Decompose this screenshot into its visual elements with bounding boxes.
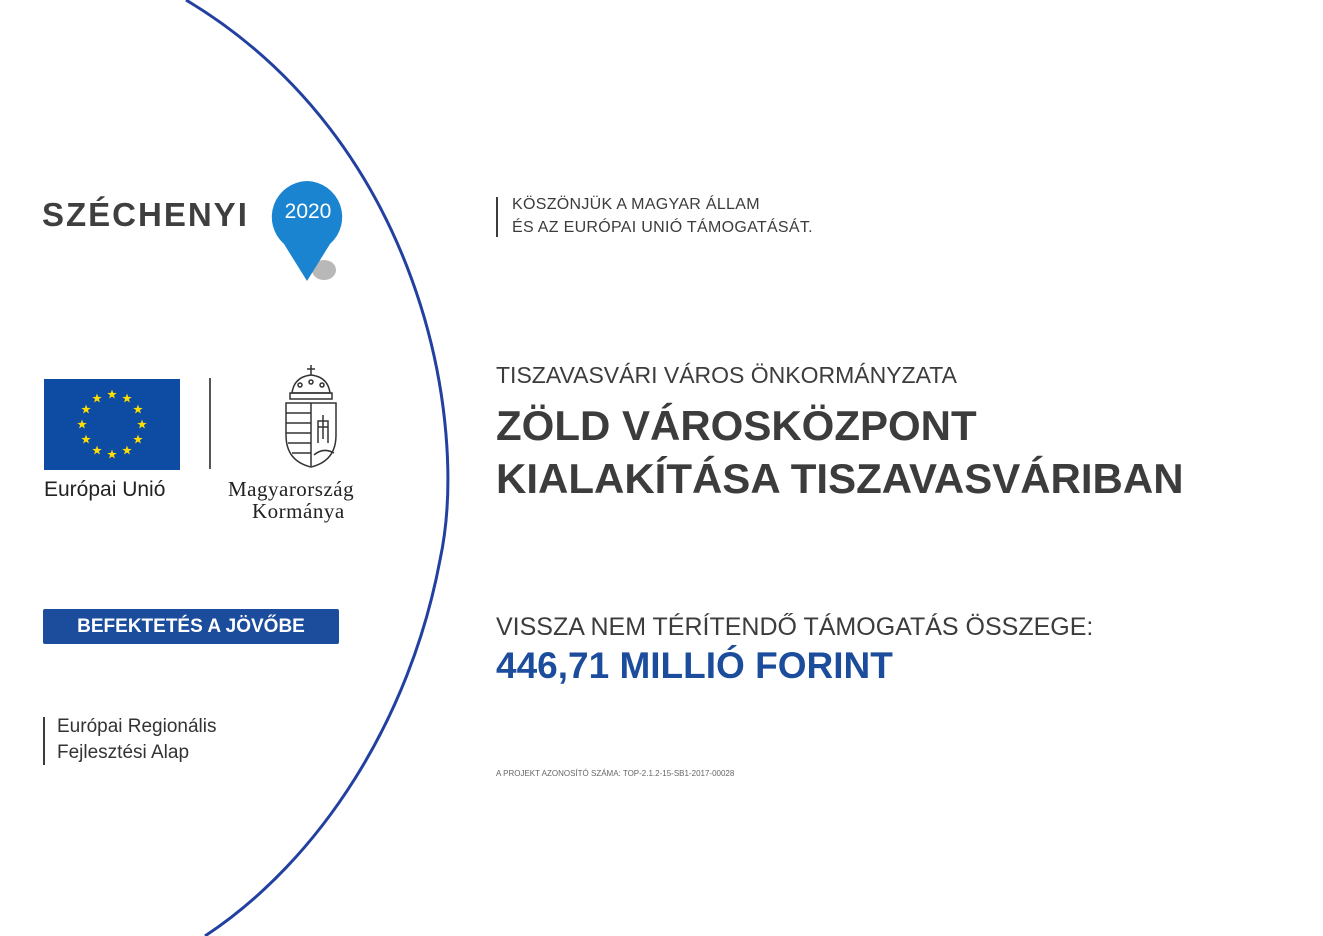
szechenyi-logo-text: SZÉCHENYI (42, 196, 249, 233)
hungarian-coat-of-arms-icon (282, 363, 340, 471)
slogan-badge: BEFEKTETÉS A JÖVŐBE (43, 609, 339, 644)
fund-name-line-1: Európai Regionális (57, 716, 217, 737)
government-line-1: Magyarország (228, 477, 355, 501)
thanks-line-2: ÉS AZ EURÓPAI UNIÓ TÁMOGATÁSÁT. (512, 219, 813, 236)
fund-divider (43, 717, 45, 765)
szechenyi-year: 2020 (284, 200, 332, 223)
location-pin-icon (268, 178, 348, 286)
project-title-line-1: ZÖLD VÁROSKÖZPONT (496, 402, 977, 449)
logo-divider (209, 378, 211, 469)
project-title-line-2: KIALAKÍTÁSA TISZAVASVÁRIBAN (496, 455, 1184, 502)
fund-name-line-2: Fejlesztési Alap (57, 742, 190, 763)
eu-label: Európai Unió (44, 478, 166, 501)
government-line-2: Kormánya (252, 499, 345, 523)
eu-flag-icon (44, 379, 180, 470)
project-id: A PROJEKT AZONOSÍTÓ SZÁMA: TOP-2.1.2-15-SB1-2017-00028 (496, 769, 735, 778)
grant-label: VISSZA NEM TÉRÍTENDŐ TÁMOGATÁS ÖSSZEGE: (496, 613, 1094, 641)
thanks-divider (496, 197, 498, 237)
beneficiary-name: TISZAVASVÁRI VÁROS ÖNKORMÁNYZATA (496, 362, 957, 388)
grant-amount: 446,71 MILLIÓ FORINT (496, 645, 893, 686)
thanks-line-1: KÖSZÖNJÜK A MAGYAR ÁLLAM (512, 196, 760, 213)
